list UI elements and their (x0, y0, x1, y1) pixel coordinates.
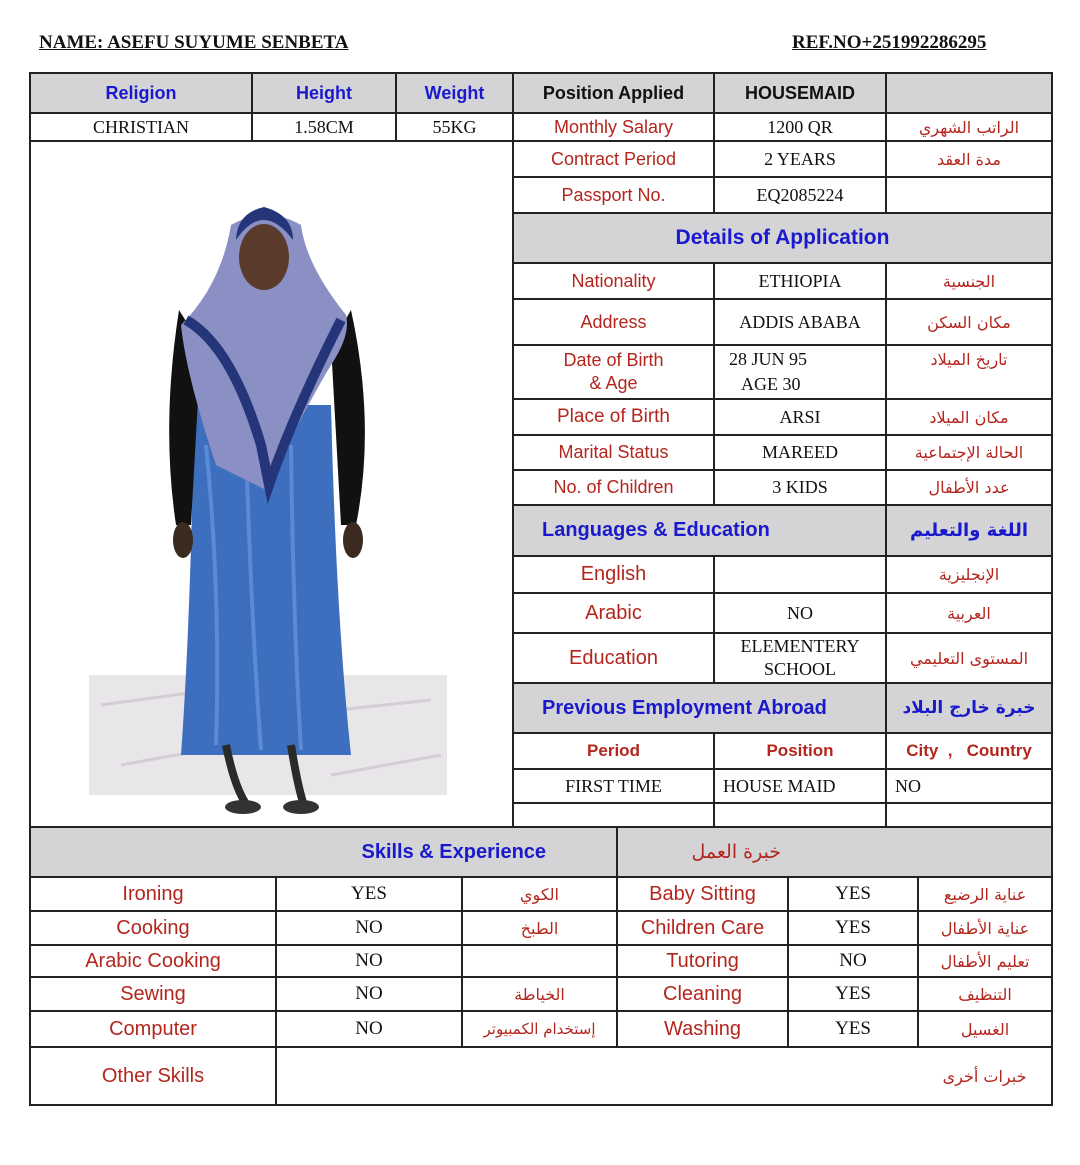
education-value (714, 633, 886, 683)
skill-left-label: Cooking (30, 911, 276, 945)
person-photo-icon (31, 145, 511, 827)
skill-left-value: YES (276, 877, 462, 911)
address-value: ADDIS ABABA (714, 299, 886, 345)
skills-section-title-arabic: خبرة العمل (617, 827, 1052, 877)
education-line1: ELEMENTERY (740, 636, 860, 656)
dob-date: 28 JUN 95 (729, 349, 808, 369)
marital-label: Marital Status (513, 435, 714, 470)
nationality-value: ETHIOPIA (714, 263, 886, 299)
candidate-photo (30, 141, 513, 831)
passport-label: Passport No. (513, 177, 714, 213)
skill-right-value: NO (788, 945, 918, 977)
passport-value: EQ2085224 (714, 177, 886, 213)
skills-row (30, 911, 1052, 945)
salary-label: Monthly Salary (513, 113, 714, 141)
skill-left-arabic: الطبخ (462, 911, 617, 945)
skill-right-label: Cleaning (617, 977, 788, 1011)
skill-right-label: Children Care (617, 911, 788, 945)
religion-value: CHRISTIAN (30, 113, 252, 141)
address-label: Address (513, 299, 714, 345)
skill-right-label: Baby Sitting (617, 877, 788, 911)
marital-arabic: الحالة الإجتماعية (886, 435, 1052, 470)
pob-value: ARSI (714, 399, 886, 435)
dob-label-line1: Date of Birth (563, 350, 664, 370)
employment-period-value: FIRST TIME (513, 769, 714, 803)
skill-left-value: NO (276, 945, 462, 977)
details-section-title: Details of Application (513, 213, 1052, 263)
other-skills-arabic: خبرات أخرى (918, 1047, 1052, 1105)
education-label: Education (513, 633, 714, 683)
skill-left-value: NO (276, 911, 462, 945)
skill-right-arabic: الغسيل (918, 1011, 1052, 1047)
dob-age: AGE 30 (741, 374, 801, 394)
children-label: No. of Children (513, 470, 714, 505)
position-label: Position Applied (513, 73, 714, 113)
religion-label: Religion (30, 73, 252, 113)
skills-row (30, 1011, 1052, 1047)
application-table (29, 72, 1053, 832)
skill-left-label: Sewing (30, 977, 276, 1011)
other-skills-value (276, 1047, 918, 1105)
height-label: Height (252, 73, 396, 113)
passport-arabic-empty (886, 177, 1052, 213)
address-arabic: مكان السكن (886, 299, 1052, 345)
marital-value: MAREED (714, 435, 886, 470)
skill-left-label: Arabic Cooking (30, 945, 276, 977)
employment-city-value: NO (886, 769, 1052, 803)
skills-row (30, 977, 1052, 1011)
skills-section-title (30, 827, 617, 877)
employment-position-label: Position (714, 733, 886, 769)
dob-value (714, 345, 886, 399)
english-value (714, 556, 886, 593)
skill-right-value: YES (788, 977, 918, 1011)
skill-right-arabic: التنظيف (918, 977, 1052, 1011)
employment-section-title-arabic: خبرة خارج البلاد (886, 683, 1052, 733)
position-arabic-empty (886, 73, 1052, 113)
employment-city-label: City , Country (886, 733, 1052, 769)
skills-row (30, 877, 1052, 911)
contract-value: 2 YEARS (714, 141, 886, 177)
dob-arabic: تاريخ الميلاد (886, 345, 1052, 399)
english-arabic: الإنجليزية (886, 556, 1052, 593)
position-value: HOUSEMAID (714, 73, 886, 113)
employment-position-value: HOUSE MAID (714, 769, 886, 803)
other-skills-label: Other Skills (30, 1047, 276, 1105)
education-arabic: المستوى التعليمي (886, 633, 1052, 683)
contract-arabic: مدة العقد (886, 141, 1052, 177)
skill-left-label: Ironing (30, 877, 276, 911)
skill-left-value: NO (276, 977, 462, 1011)
height-value: 1.58CM (252, 113, 396, 141)
skill-right-label: Washing (617, 1011, 788, 1047)
children-value: 3 KIDS (714, 470, 886, 505)
pob-arabic: مكان الميلاد (886, 399, 1052, 435)
skill-left-arabic: الكوي (462, 877, 617, 911)
languages-section-title-arabic: اللغة والتعليم (886, 505, 1052, 556)
employment-section-title: Previous Employment Abroad (513, 683, 886, 733)
skill-right-arabic: تعليم الأطفال (918, 945, 1052, 977)
english-label: English (513, 556, 714, 593)
skills-table (29, 826, 1053, 1106)
skill-left-arabic: الخياطة (462, 977, 617, 1011)
candidate-name: NAME: ASEFU SUYUME SENBETA (39, 32, 349, 53)
education-line2: SCHOOL (763, 659, 836, 679)
employment-period-label: Period (513, 733, 714, 769)
skill-right-arabic: عناية الأطفال (918, 911, 1052, 945)
children-arabic: عدد الأطفال (886, 470, 1052, 505)
weight-value: 55KG (396, 113, 513, 141)
skill-right-value: YES (788, 911, 918, 945)
reference-number: REF.NO+251992286295 (792, 32, 987, 53)
nationality-label: Nationality (513, 263, 714, 299)
nationality-arabic: الجنسية (886, 263, 1052, 299)
dob-label-line2: & Age (589, 373, 638, 393)
skill-right-label: Tutoring (617, 945, 788, 977)
dob-label (513, 345, 714, 399)
skill-left-value: NO (276, 1011, 462, 1047)
salary-value: 1200 QR (714, 113, 886, 141)
salary-arabic: الراتب الشهري (886, 113, 1052, 141)
arabic-label: Arabic (513, 593, 714, 633)
skill-left-arabic (462, 945, 617, 977)
skills-title-text: Skills & Experience (361, 840, 547, 863)
skill-right-arabic: عناية الرضيع (918, 877, 1052, 911)
skill-left-arabic: إستخدام الكمبيوتر (462, 1011, 617, 1047)
arabic-arabic: العربية (886, 593, 1052, 633)
weight-label: Weight (396, 73, 513, 113)
languages-section-title: Languages & Education (513, 505, 886, 556)
skills-row (30, 945, 1052, 977)
pob-label: Place of Birth (513, 399, 714, 435)
arabic-value: NO (714, 593, 886, 633)
skill-right-value: YES (788, 1011, 918, 1047)
contract-label: Contract Period (513, 141, 714, 177)
skill-left-label: Computer (30, 1011, 276, 1047)
skill-right-value: YES (788, 877, 918, 911)
